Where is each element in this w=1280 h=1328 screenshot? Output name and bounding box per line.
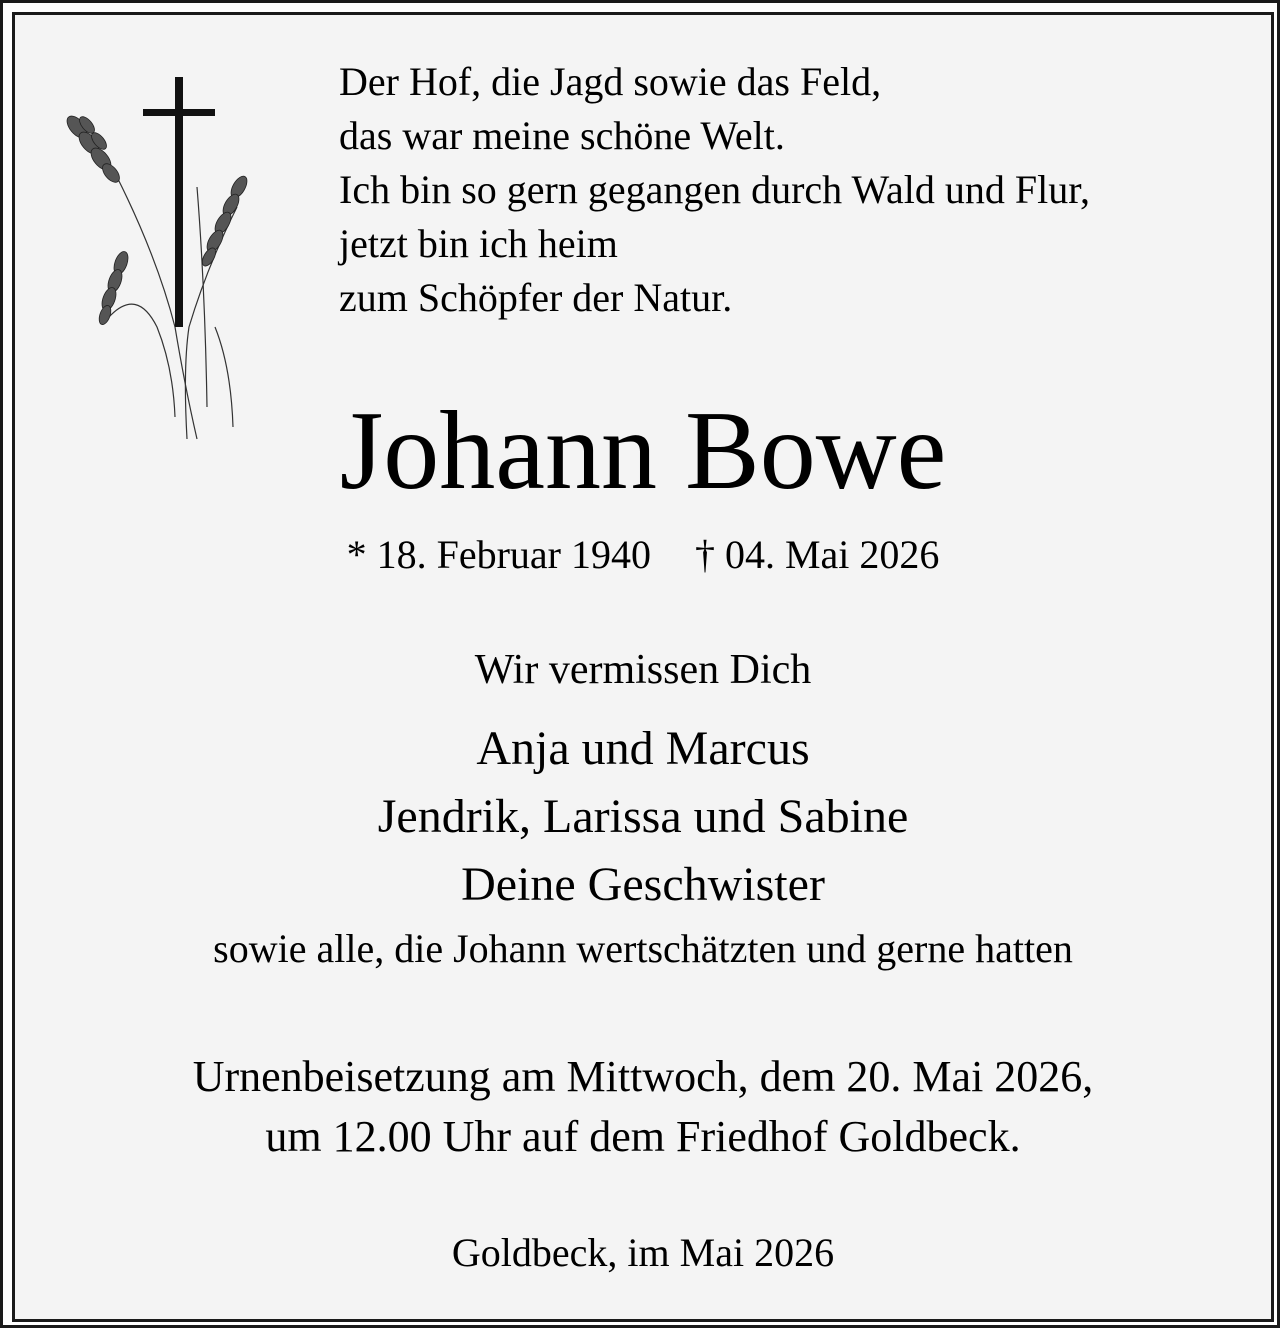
deceased-name: Johann Bowe xyxy=(339,389,947,513)
mourner-line: Jendrik, Larissa und Sabine xyxy=(377,790,909,843)
others-line: sowie alle, die Johann wertschätzten und gerne hatten xyxy=(213,926,1073,971)
burial-line: Urnenbeisetzung am Mittwoch, dem 20. Mai 2026, xyxy=(192,1052,1094,1101)
poem-line: zum Schöpfer der Natur. xyxy=(339,275,733,320)
death-date: † 04. Mai 2026 xyxy=(694,532,940,577)
life-dates xyxy=(15,529,1271,581)
burial-info xyxy=(15,1047,1271,1167)
mourning-message: Wir vermissen Dich xyxy=(474,647,812,693)
poem-line: Ich bin so gern gegangen durch Wald und Flur, xyxy=(339,167,1090,212)
poem-line: jetzt bin ich heim xyxy=(339,221,618,266)
poem-line: das war meine schöne Welt. xyxy=(339,113,785,158)
poem xyxy=(339,55,1090,325)
mourner-line: Deine Geschwister xyxy=(461,858,825,911)
poem-line: Der Hof, die Jagd sowie das Feld, xyxy=(339,59,882,104)
mourner-line: Anja und Marcus xyxy=(476,722,810,775)
burial-line: um 12.00 Uhr auf dem Friedhof Goldbeck. xyxy=(265,1112,1021,1161)
place-date: Goldbeck, im Mai 2026 xyxy=(451,1230,835,1275)
birth-date: * 18. Februar 1940 xyxy=(346,532,651,577)
